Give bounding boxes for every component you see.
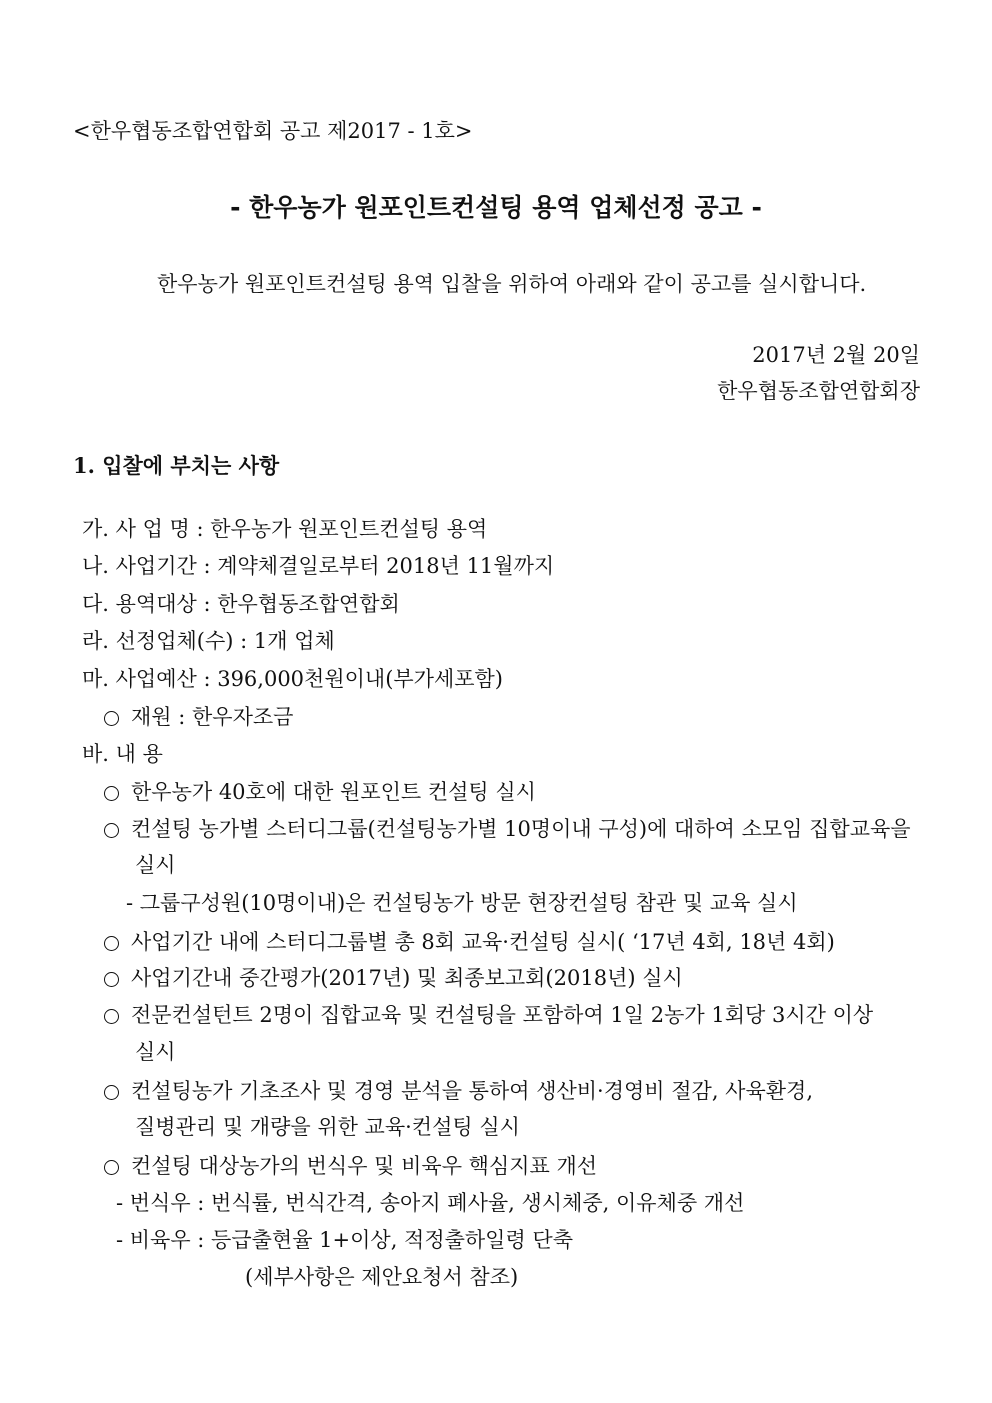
item-selected-companies: 라. 선정업체(수) : 1개 업체: [82, 629, 335, 653]
circle-bullet-icon: [104, 786, 119, 801]
circle-bullet-icon: [104, 1160, 119, 1175]
content-sub-item: - 그룹구성원(10명이내)은 컨설팅농가 방문 현장컨설팅 참관 및 교육 실시: [126, 891, 798, 915]
circle-bullet-icon: [104, 1085, 119, 1100]
content-item: [104, 1001, 873, 1029]
intro-text: 한우농가 원포인트컨설팅 용역 입찰을 위하여 아래와 같이 공고를 실시합니다.: [157, 272, 867, 296]
content-item-text: 전문컨설턴트 2명이 집합교육 및 컨설팅을 포함하여 1일 2농가 1회당 3시간 이상: [131, 1003, 874, 1027]
circle-bullet-icon: [104, 823, 119, 838]
content-item-text: 사업기간내 중간평가(2017년) 및 최종보고회(2018년) 실시: [131, 966, 683, 990]
item-funding-source: [104, 703, 293, 731]
circle-bullet-icon: [104, 1009, 119, 1024]
notice-number: <한우협동조합연합회 공고 제2017 - 1호>: [73, 119, 473, 143]
circle-bullet-icon: [104, 972, 119, 987]
page-title: - 한우농가 원포인트컨설팅 용역 업체선정 공고 -: [230, 193, 762, 222]
content-item: [104, 815, 911, 843]
content-item-continuation: 실시: [135, 853, 176, 877]
item-project-name: 가. 사 업 명 : 한우농가 원포인트컨설팅 용역: [82, 517, 488, 541]
content-item-text: 컨설팅농가 기초조사 및 경영 분석을 통하여 생산비·경영비 절감, 사육환경,: [131, 1079, 814, 1103]
item-project-period: 나. 사업기간 : 계약체결일로부터 2018년 11월까지: [82, 554, 555, 578]
section-heading: 1. 입찰에 부치는 사항: [73, 453, 280, 478]
content-item-text: 한우농가 40호에 대한 원포인트 컨설팅 실시: [131, 780, 536, 804]
content-item-continuation: 질병관리 및 개량을 위한 교육·컨설팅 실시: [135, 1115, 520, 1139]
content-item: [104, 928, 835, 956]
circle-bullet-icon: [104, 711, 119, 726]
content-sub-item: - 비육우 : 등급출현율 1+이상, 적정출하일령 단축: [116, 1228, 574, 1252]
item-budget: 마. 사업예산 : 396,000천원이내(부가세포함): [82, 667, 504, 691]
content-sub-item: - 번식우 : 번식률, 번식간격, 송아지 폐사율, 생시체중, 이유체중 개선: [116, 1191, 745, 1215]
content-item-text: 컨설팅 대상농가의 번식우 및 비육우 핵심지표 개선: [131, 1154, 598, 1178]
item-service-target: 다. 용역대상 : 한우협동조합연합회: [82, 592, 400, 616]
content-item-text: 컨설팅 농가별 스터디그룹(컨설팅농가별 10명이내 구성)에 대하여 소모임 집합교육을: [131, 817, 911, 841]
content-item: [104, 1152, 597, 1180]
circle-bullet-icon: [104, 936, 119, 951]
content-item-continuation: 실시: [135, 1040, 176, 1064]
content-item: [104, 778, 536, 806]
signer: 한우협동조합연합회장: [717, 379, 920, 403]
notice-date: 2017년 2월 20일: [752, 343, 920, 367]
content-item: [104, 964, 683, 992]
reference-note: (세부사항은 제안요청서 참조): [245, 1265, 519, 1289]
funding-source-text: 재원 : 한우자조금: [131, 705, 294, 729]
content-item-text: 사업기간 내에 스터디그룹별 총 8회 교육·컨설팅 실시( ‘17년 4회, 18년 4회): [131, 930, 835, 954]
content-item: [104, 1077, 813, 1105]
item-content: 바. 내 용: [82, 742, 163, 766]
